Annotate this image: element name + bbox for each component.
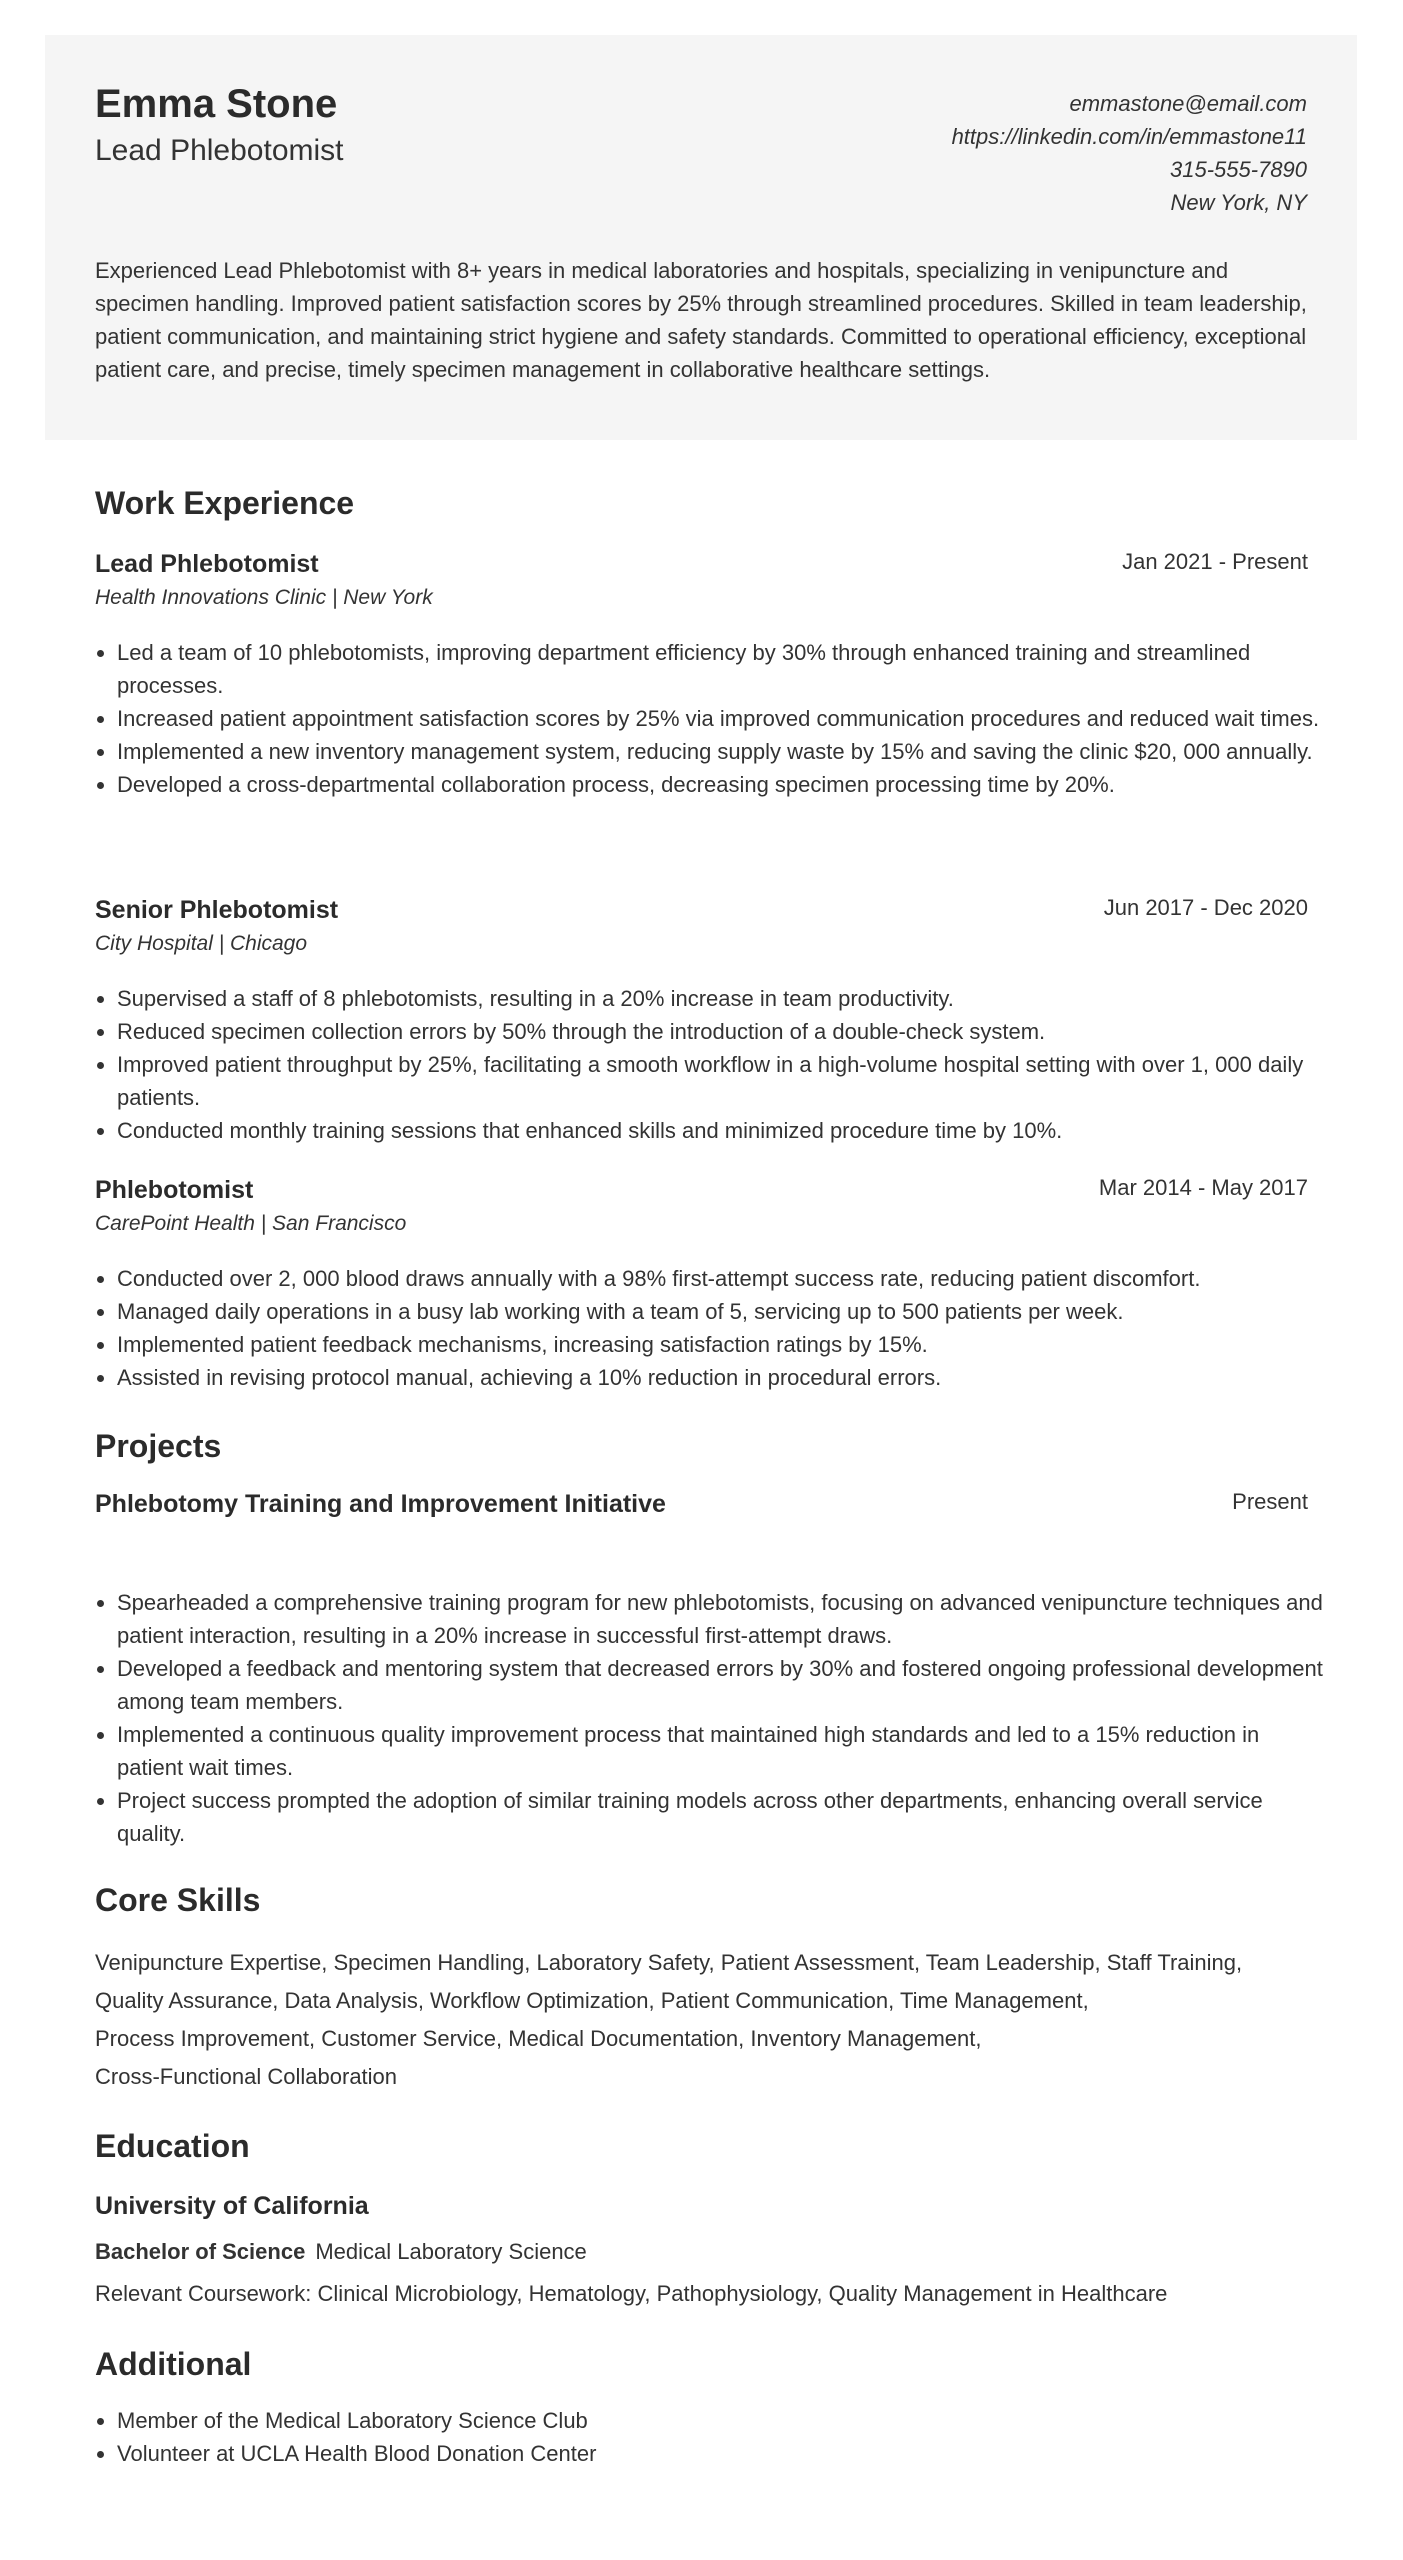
list-item: • Member of the Medical Laboratory Science Club [117,2404,1329,2437]
list-item: • Conducted over 2, 000 blood draws annually with a 98% first-attempt success rate, reducing patient discomfort. [117,1262,1329,1295]
section-title-additional: Additional [95,2346,252,2382]
list-item: • Managed daily operations in a busy lab working with a team of 5, servicing up to 500 patients per week. [117,1295,1329,1328]
job-organization: CarePoint Health | San Francisco [95,1212,407,1235]
list-item: • Supervised a staff of 8 phlebotomists, resulting in a 20% increase in team productivity. [117,982,1329,1015]
skills-line: Cross-Functional Collaboration [95,2064,398,2089]
section-title-skills: Core Skills [95,1882,261,1918]
job-bullets [95,1262,1329,1394]
professional-summary: Experienced Lead Phlebotomist with 8+ years in medical laboratories and hospitals, specializing in venipuncture and specimen handling. Improved patient satisfaction scores by 25% through streamlined procedures. Skilled in team leadership, patient communication, and maintaining strict hygiene and safety standards. Committed to operational efficiency, exceptional patient care, and precise, timely specimen management in collaborative healthcare settings. [95,258,1307,382]
contact-linkedin[interactable]: https://linkedin.com/in/emmastone11 [951,124,1307,149]
job-title: Senior Phlebotomist [95,896,339,924]
job-date: Mar 2014 - May 2017 [1098,1175,1308,1200]
list-item: • Conducted monthly training sessions that enhanced skills and minimized procedure time by 10%. [117,1114,1329,1147]
list-item: • Led a team of 10 phlebotomists, improving department efficiency by 30% through enhanced training and streamlined processes. [117,636,1329,702]
job-bullets [95,636,1329,801]
list-item: • Volunteer at UCLA Health Blood Donation Center [117,2437,1329,2470]
job-title: Phlebotomist [95,1176,254,1204]
job-organization: Health Innovations Clinic | New York [95,586,433,609]
job-date: Jun 2017 - Dec 2020 [1103,895,1308,920]
education-degree: Bachelor of Science [95,2239,306,2264]
section-title-work: Work Experience [95,485,355,521]
project-title: Phlebotomy Training and Improvement Initiative [95,1490,666,1518]
section-title-education: Education [95,2128,250,2164]
list-item: • Implemented a continuous quality improvement process that maintained high standards and led to a 15% reduction in patient wait times. [117,1718,1329,1784]
list-item: • Spearheaded a comprehensive training program for new phlebotomists, focusing on advanced venipuncture techniques and patient interaction, resulting in a 20% increase in successful first-attempt draws. [117,1586,1329,1652]
project-date: Present [1232,1489,1308,1514]
contact-phone: 315-555-7890 [1169,157,1307,182]
skills-line: Process Improvement, Customer Service, Medical Documentation, Inventory Management, [95,2026,982,2051]
list-item: • Reduced specimen collection errors by 50% through the introduction of a double-check system. [117,1015,1329,1048]
skills-line: Venipuncture Expertise, Specimen Handling, Laboratory Safety, Patient Assessment, Team Leadership, Staff Training, [95,1950,1243,1975]
candidate-title: Lead Phlebotomist [95,134,344,167]
education-degree-line [95,2239,587,2265]
resume-header [45,35,1357,440]
list-item: • Developed a cross-departmental collaboration process, decreasing specimen processing time by 20%. [117,768,1329,801]
job-title: Lead Phlebotomist [95,550,319,578]
contact-email[interactable]: emmastone@email.com [1069,91,1307,116]
section-title-projects: Projects [95,1428,222,1464]
project-bullets [95,1586,1329,1850]
skills-list [95,1944,1307,2096]
job-date: Jan 2021 - Present [1122,549,1308,574]
list-item: • Assisted in revising protocol manual, achieving a 10% reduction in procedural errors. [117,1361,1329,1394]
skills-line: Quality Assurance, Data Analysis, Workflow Optimization, Patient Communication, Time Management, [95,1988,1089,2013]
education-school: University of California [95,2192,369,2220]
job-bullets [95,982,1329,1147]
list-item: • Developed a feedback and mentoring system that decreased errors by 30% and fostered ongoing professional development among team members. [117,1652,1329,1718]
list-item: • Increased patient appointment satisfaction scores by 25% via improved communication procedures and reduced wait times. [117,702,1329,735]
contact-location: New York, NY [1170,190,1307,215]
education-coursework: Relevant Coursework: Clinical Microbiology, Hematology, Pathophysiology, Quality Management in Healthcare [95,2281,1168,2306]
education-field: Medical Laboratory Science [315,2239,587,2264]
list-item: • Project success prompted the adoption of similar training models across other departments, enhancing overall service quality. [117,1784,1329,1850]
candidate-name: Emma Stone [95,82,338,126]
job-organization: City Hospital | Chicago [95,932,308,955]
list-item: • Improved patient throughput by 25%, facilitating a smooth workflow in a high-volume hospital setting with over 1, 000 daily patients. [117,1048,1329,1114]
additional-bullets [95,2404,1329,2470]
list-item: • Implemented patient feedback mechanisms, increasing satisfaction ratings by 15%. [117,1328,1329,1361]
list-item: • Implemented a new inventory management system, reducing supply waste by 15% and saving the clinic $20, 000 annually. [117,735,1329,768]
contact-info [952,87,1307,219]
